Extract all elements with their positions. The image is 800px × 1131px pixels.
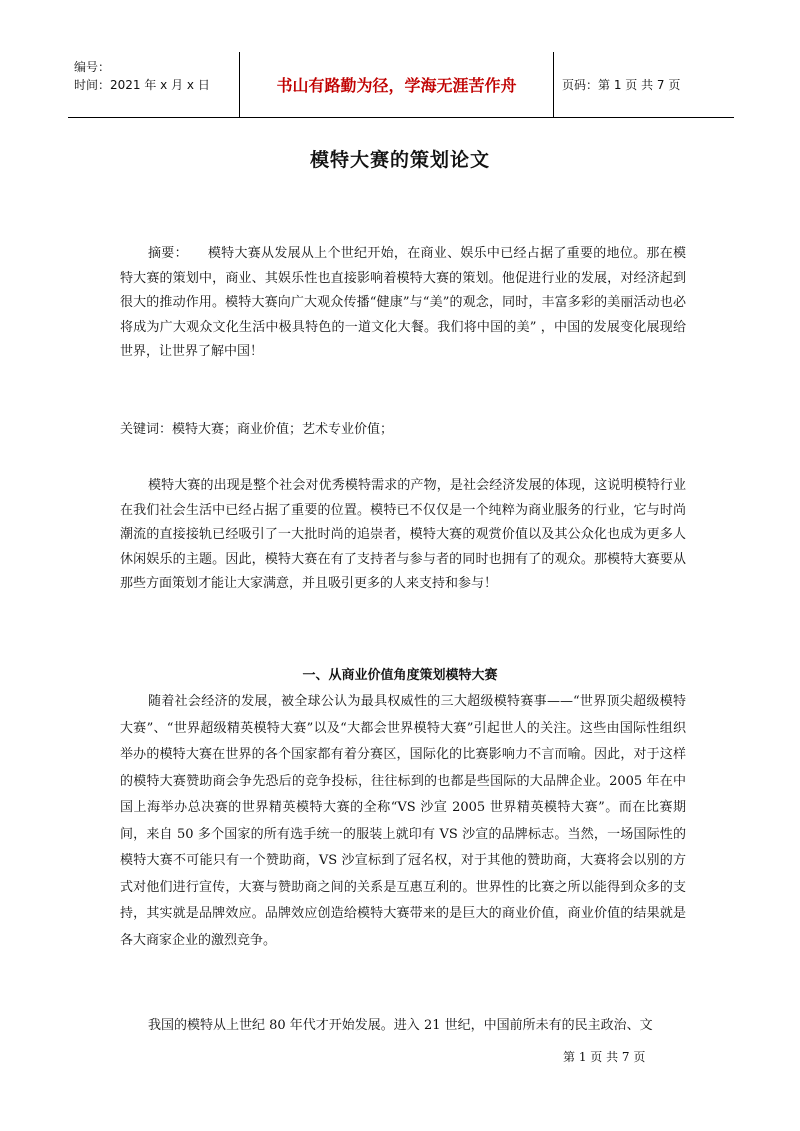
header-motto: 书山有路勤为径，学海无涯苦作舟 [239,52,554,117]
abstract-label: 摘要： [148,246,188,261]
keywords-line: 关键词：模特大赛；商业价值；艺术专业价值； [120,422,394,437]
time-label: 时间：2021 年 x 月 x 日 [74,78,210,92]
page-footer: 第 1 页 共 7 页 [563,1050,646,1064]
intro-paragraph: 模特大赛的出现是整个社会对优秀模特需求的产物，是社会经济发展的体现，这说明模特行业在我们社会生活中已经占据了重要的位置。模特已不仅仅是一个纯粹为商业服务的行业，它与时尚潮流的直接接轨已经吸引了一大批时尚的追崇者，模特大赛的观赏价值以及其公众化也成为更多人休闲娱乐的主题。因此，模特大赛在有了支持者与参与者的同时也拥有了的观众。那模特大赛要从那些方面策划才能让大家满意，并且吸引更多的人来支持和参与！ [120,478,686,591]
header-page-info: 页码：第 1 页 共 7 页 [562,78,681,92]
document-title: 模特大赛的策划论文 [309,149,490,171]
header-meta [68,52,238,117]
body-paragraph-1: 随着社会经济的发展，被全球公认为最具权威性的三大超级模特赛事——“世界顶尖超级模特大赛”、“世界超级精英模特大赛”以及“大都会世界模特大赛”引起世人的关注。这些由国际性组织举办的模特大赛在世界的各个国家都有着分赛区，国际化的比赛影响力不言而喻。因此，对于这样的模特大赛赞助商会争先恐后的竞争投标，往往标到的也都是些国际的大品牌企业。2005 年在中国上海举办总决赛的世界精英模特大赛的全称“VS 沙宣 2005 世界精英模特大赛”。而在比赛期间，来自 50 多个国家的所有选手统一的服装上就印有 VS 沙宣的品牌标志。当然，一场国际性的模特大赛不可能只有一个赞助商，VS 沙宣标到了冠名权，对于其他的赞助商，大赛将会以别的方式对他们进行宣传，大赛与赞助商之间的关系是互惠互利的。世界性的比赛之所以能得到众多的支持，其实就是品牌效应。品牌效应创造给模特大赛带来的是巨大的商业价值，商业价值的结果就是各大商家企业的激烈竞争。 [120,694,686,948]
abstract-text: 模特大赛从发展从上个世纪开始，在商业、娱乐中已经占据了重要的地位。那在模特大赛的策划中，商业、其娱乐性也直接影响着模特大赛的策划。他促进行业的发展，对经济起到很大的推动作用。模特大赛向广大观众传播“健康”与“美”的观念，同时，丰富多彩的美丽活动也必将成为广大观众文化生活中极具特色的一道文化大餐。我们将中国的美” ，中国的发展变化展现给世界，让世界了解中国！ [120,246,686,359]
doc-number-label: 编号： [74,60,111,74]
abstract-paragraph [120,242,686,365]
body-paragraph-2: 我国的模特从上世纪 80 年代才开始发展。进入 21 世纪，中国前所未有的民主政治、文 [148,1018,653,1033]
page-header [68,52,734,118]
section-heading: 一、从商业价值角度策划模特大赛 [302,668,498,683]
